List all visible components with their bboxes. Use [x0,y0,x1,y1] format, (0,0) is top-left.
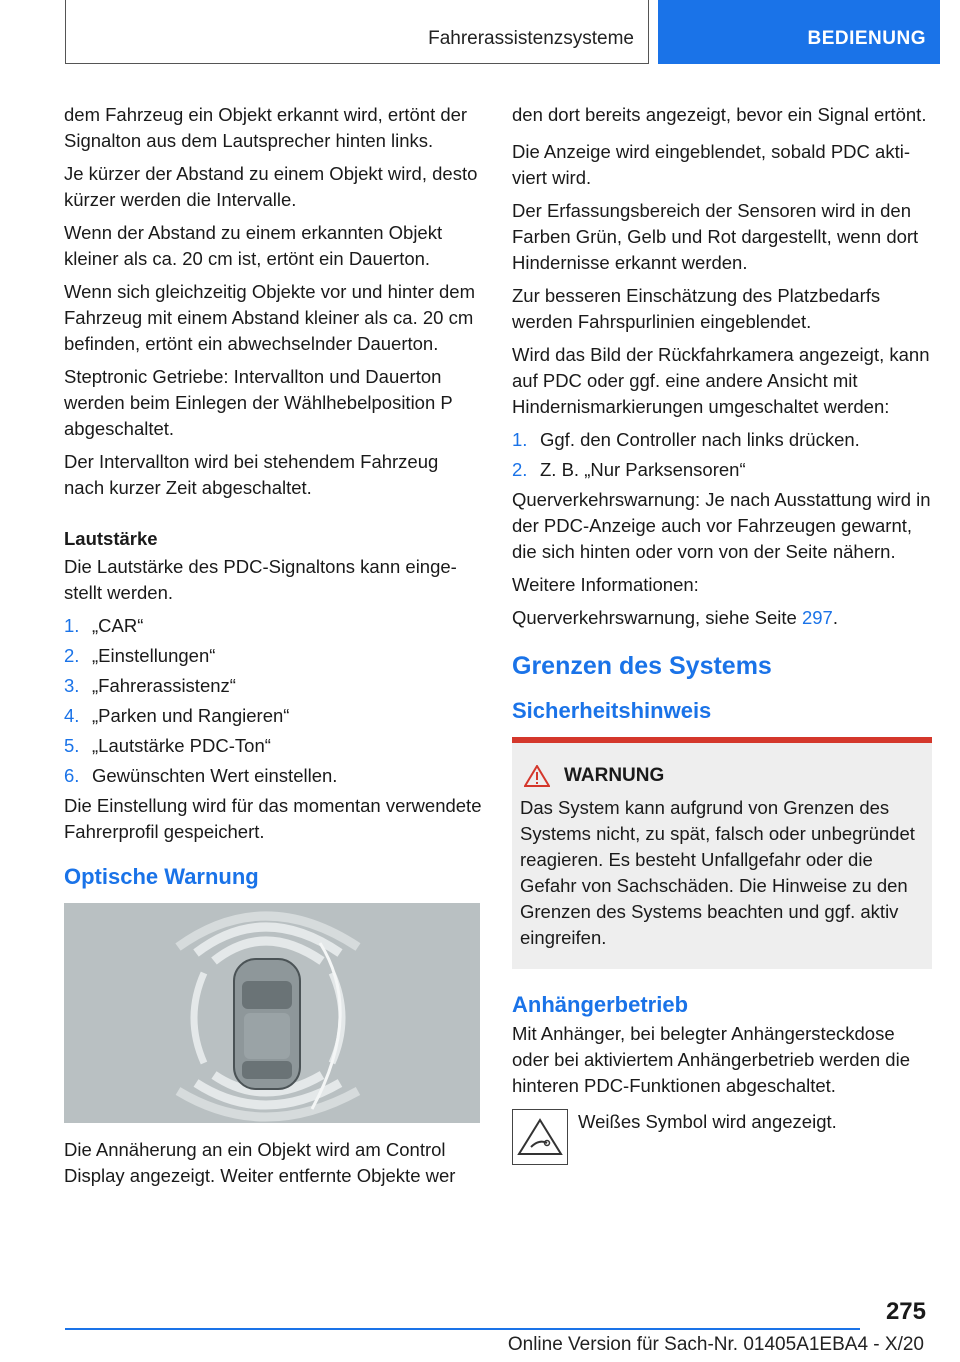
list-text: Z. B. „Nur Parksensoren“ [540,459,746,480]
heading-trailer-mode: Anhängerbetrieb [512,992,689,1017]
list-text: „CAR“ [92,615,144,636]
subheading-volume: Lautstärke [64,528,158,549]
list-item [64,763,482,789]
paragraph: Wird das Bild der Rückfahrkamera angezeigt, kann auf PDC oder ggf. eine andere Ansicht mit Hindernismarkierungen umgeschaltet werden: [512,344,930,417]
paragraph: Der Erfassungsbereich der Sensoren wird in den Farben Grün, Gelb und Rot dargestellt, wenn dort Hindernisse erkannt werden. [512,200,919,273]
list-number: 3. [64,675,80,696]
paragraph: Weitere Informationen: [512,574,699,595]
list-text: Gewünschten Wert einstellen. [92,765,338,786]
heading-optical-warning: Optische Warnung [64,864,259,889]
warning-title-row [520,763,924,789]
paragraph: Wenn der Abstand zu einem erkannten Objekt kleiner als ca. 20 cm ist, ertönt ein Dauerton. [64,222,443,269]
paragraph: Zur besseren Einschätzung des Platzbedarfs werden Fahrspurlinien eingeblendet. [512,285,881,332]
list-text: „Parken und Rangieren“ [92,705,290,726]
list-text: „Einstellungen“ [92,645,216,666]
cross-reference-text: Querverkehrswarnung, siehe Seite [512,607,802,628]
warning-title: WARNUNG [564,765,665,786]
list-item [64,643,482,669]
list-item [512,457,932,483]
page-number: 275 [885,1298,926,1325]
paragraph: den dort bereits angezeigt, bevor ein Signal ertönt. [512,104,927,125]
list-number: 2. [64,645,80,666]
list-number: 6. [64,765,80,786]
paragraph: dem Fahrzeug ein Objekt erkannt wird, ertönt der Signalton aus dem Lautsprecher hinten links. [64,104,468,151]
paragraph: Die Einstellung wird für das momentan verwendete Fahrerprofil gespeichert. [64,795,482,842]
paragraph: Je kürzer der Abstand zu einem Objekt wird, desto kürzer werden die Intervalle. [64,163,478,210]
warning-box [512,737,932,969]
header-section-tab [65,0,649,64]
list-text: „Fahrerassistenz“ [92,675,236,696]
paragraph: Die Anzeige wird eingeblendet, sobald PDC aktiviert wird. [512,141,910,188]
list-number: 1. [64,615,80,636]
footer-online-version: Online Version für Sach-Nr. 01405A1EBA4 - X/20 [507,1334,924,1355]
trailer-symbol-icon [517,1117,563,1157]
symbol-row [512,1109,932,1165]
header-chapter-title: BEDIENUNG [807,28,926,49]
paragraph: Querverkehrswarnung: Je nach Ausstattung wird in der PDC-Anzeige auch vor Fahrzeugen gewarnt, die sich hinten oder vorn von der Seite nähern. [512,489,931,562]
header-chapter-tab [658,0,940,64]
pdc-display-illustration [64,903,480,1123]
header-section-title: Fahrerassistenzsysteme [428,28,634,49]
list-item [512,427,932,453]
volume-steps-list [64,613,482,789]
list-item [64,733,482,759]
paragraph: Mit Anhänger, bei belegter Anhängersteckdose oder bei aktiviertem Anhängerbetrieb werden die hinteren PDC-Funktionen abgeschaltet. [512,1023,910,1096]
footer-divider [65,1328,860,1330]
heading-system-limits: Grenzen des Systems [512,652,772,680]
paragraph: Steptronic Getriebe: Intervallton und Dauerton werden beim Einlegen der Wählhebelposition P abgeschaltet. [64,366,453,439]
left-column [64,102,482,1196]
paragraph: Die Annäherung an ein Objekt wird am Control Display angezeigt. Weiter entfernte Objekte wer [64,1139,456,1186]
right-column [512,102,932,1165]
list-number: 2. [512,459,528,480]
page-link-297[interactable]: 297 [801,607,833,628]
car-sensor-graphic [64,903,480,1123]
list-item [64,613,482,639]
list-number: 5. [64,735,80,756]
list-item [64,703,482,729]
warning-triangle-icon [524,765,550,787]
list-text: „Lautstärke PDC-Ton“ [92,735,271,756]
list-number: 4. [64,705,80,726]
heading-safety-notice: Sicherheitshinweis [512,698,712,723]
list-text: Ggf. den Controller nach links drücken. [540,429,860,450]
list-number: 1. [512,429,528,450]
warning-text: Das System kann aufgrund von Grenzen des Systems nicht, zu spät, falsch oder unbegründet reagieren. Es besteht Unfallgefahr oder die Gefahr von Sachschäden. Die Hinweise zu den Grenzen des Systems beachten und ggf. aktiv eingreifen. [520,797,915,948]
view-steps-list [512,427,932,483]
paragraph: Der Intervallton wird bei stehendem Fahrzeug nach kurzer Zeit abgeschaltet. [64,451,439,498]
symbol-description: Weißes Symbol wird angezeigt. [578,1111,837,1132]
paragraph: Die Lautstärke des PDC-Signaltons kann eingestellt werden. [64,556,457,603]
list-item [64,673,482,699]
cross-reference-end: . [832,607,838,628]
paragraph-cross-reference [512,605,932,631]
trailer-warning-symbol [512,1109,568,1165]
paragraph: Wenn sich gleichzeitig Objekte vor und hinter dem Fahrzeug mit einem Abstand kleiner als ca. 20 cm befinden, ertönt ein abwechselnder Dauerton. [64,281,475,354]
